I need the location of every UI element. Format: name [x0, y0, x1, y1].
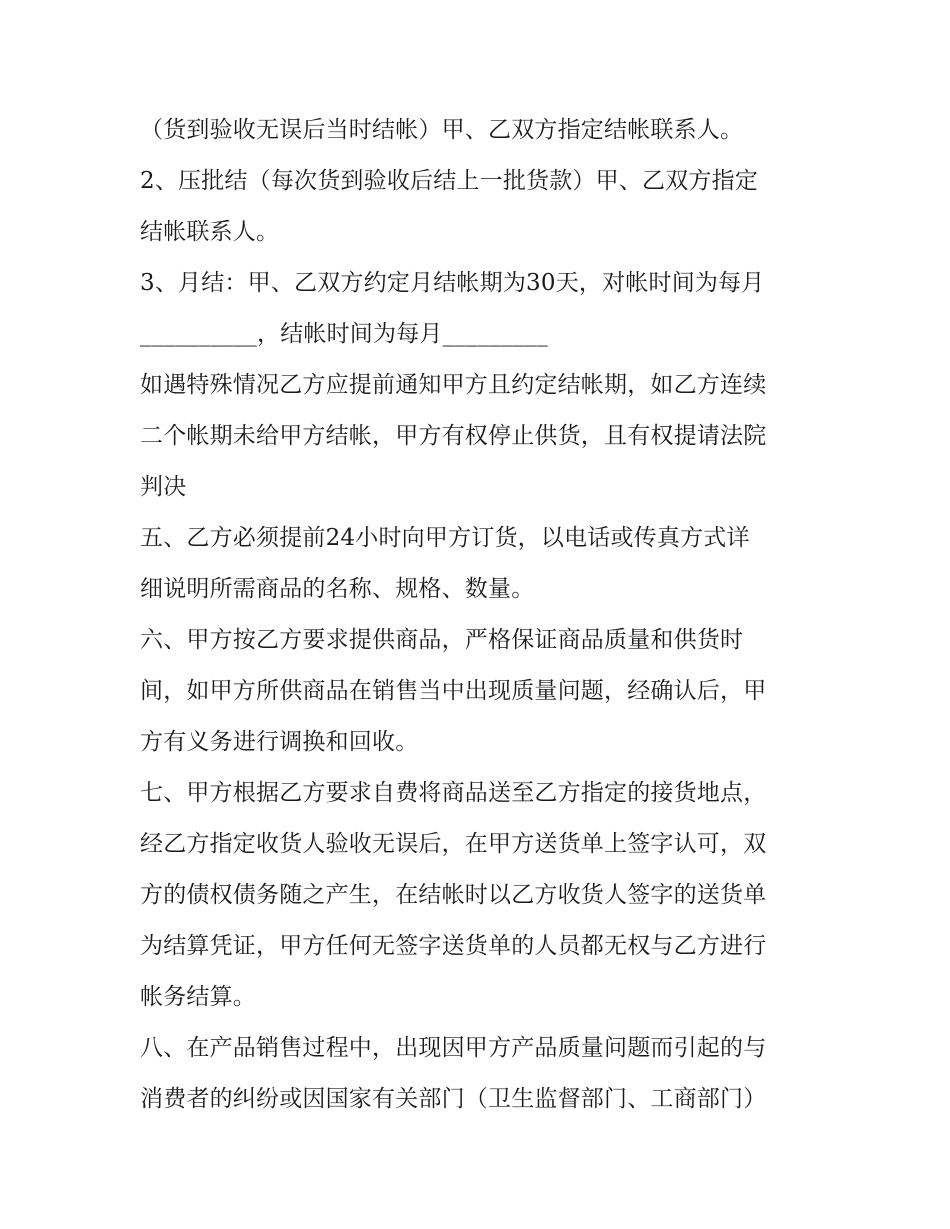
text-line: 如遇特殊情况乙方应提前通知甲方且约定结帐期，如乙方连续: [140, 372, 767, 398]
text-line: 间，如甲方所供商品在销售当中出现质量问题，经确认后，甲: [140, 678, 767, 704]
text-line: __________，结帐时间为每月_________: [140, 321, 548, 347]
text-line: 八、在产品销售过程中，出现因甲方产品质量问题而引起的与: [140, 1035, 767, 1061]
text-line: （货到验收无误后当时结帐）甲、乙双方指定结帐联系人。: [140, 117, 744, 143]
text-line: 五、乙方必须提前24小时向甲方订货，以电话或传真方式详: [140, 525, 750, 551]
text-line: 2、压批结（每次货到验收后结上一批货款）甲、乙双方指定: [140, 168, 759, 194]
text-line: 帐务结算。: [140, 984, 256, 1010]
text-line: 3、月结：甲、乙双方约定月结帐期为30天，对帐时间为每月: [140, 270, 765, 296]
document-body: [140, 105, 812, 1125]
text-line: 为结算凭证，甲方任何无签字送货单的人员都无权与乙方进行: [140, 933, 767, 959]
text-line: 判决: [140, 474, 187, 500]
text-line: 七、甲方根据乙方要求自费将商品送至乙方指定的接货地点，: [140, 780, 767, 806]
text-line: 方的债权债务随之产生，在结帐时以乙方收货人签字的送货单: [140, 882, 767, 908]
text-line: 二个帐期未给甲方结帐，甲方有权停止供货，且有权提请法院: [140, 423, 767, 449]
text-line: 经乙方指定收货人验收无误后，在甲方送货单上签字认可，双: [140, 831, 767, 857]
text-line: 结帐联系人。: [140, 219, 280, 245]
text-line: 细说明所需商品的名称、规格、数量。: [140, 576, 535, 602]
text-line: 方有义务进行调换和回收。: [140, 729, 419, 755]
text-line: 六、甲方按乙方要求提供商品，严格保证商品质量和供货时: [140, 627, 744, 653]
text-line: 消费者的纠纷或因国家有关部门（卫生监督部门、工商部门）: [140, 1086, 767, 1112]
